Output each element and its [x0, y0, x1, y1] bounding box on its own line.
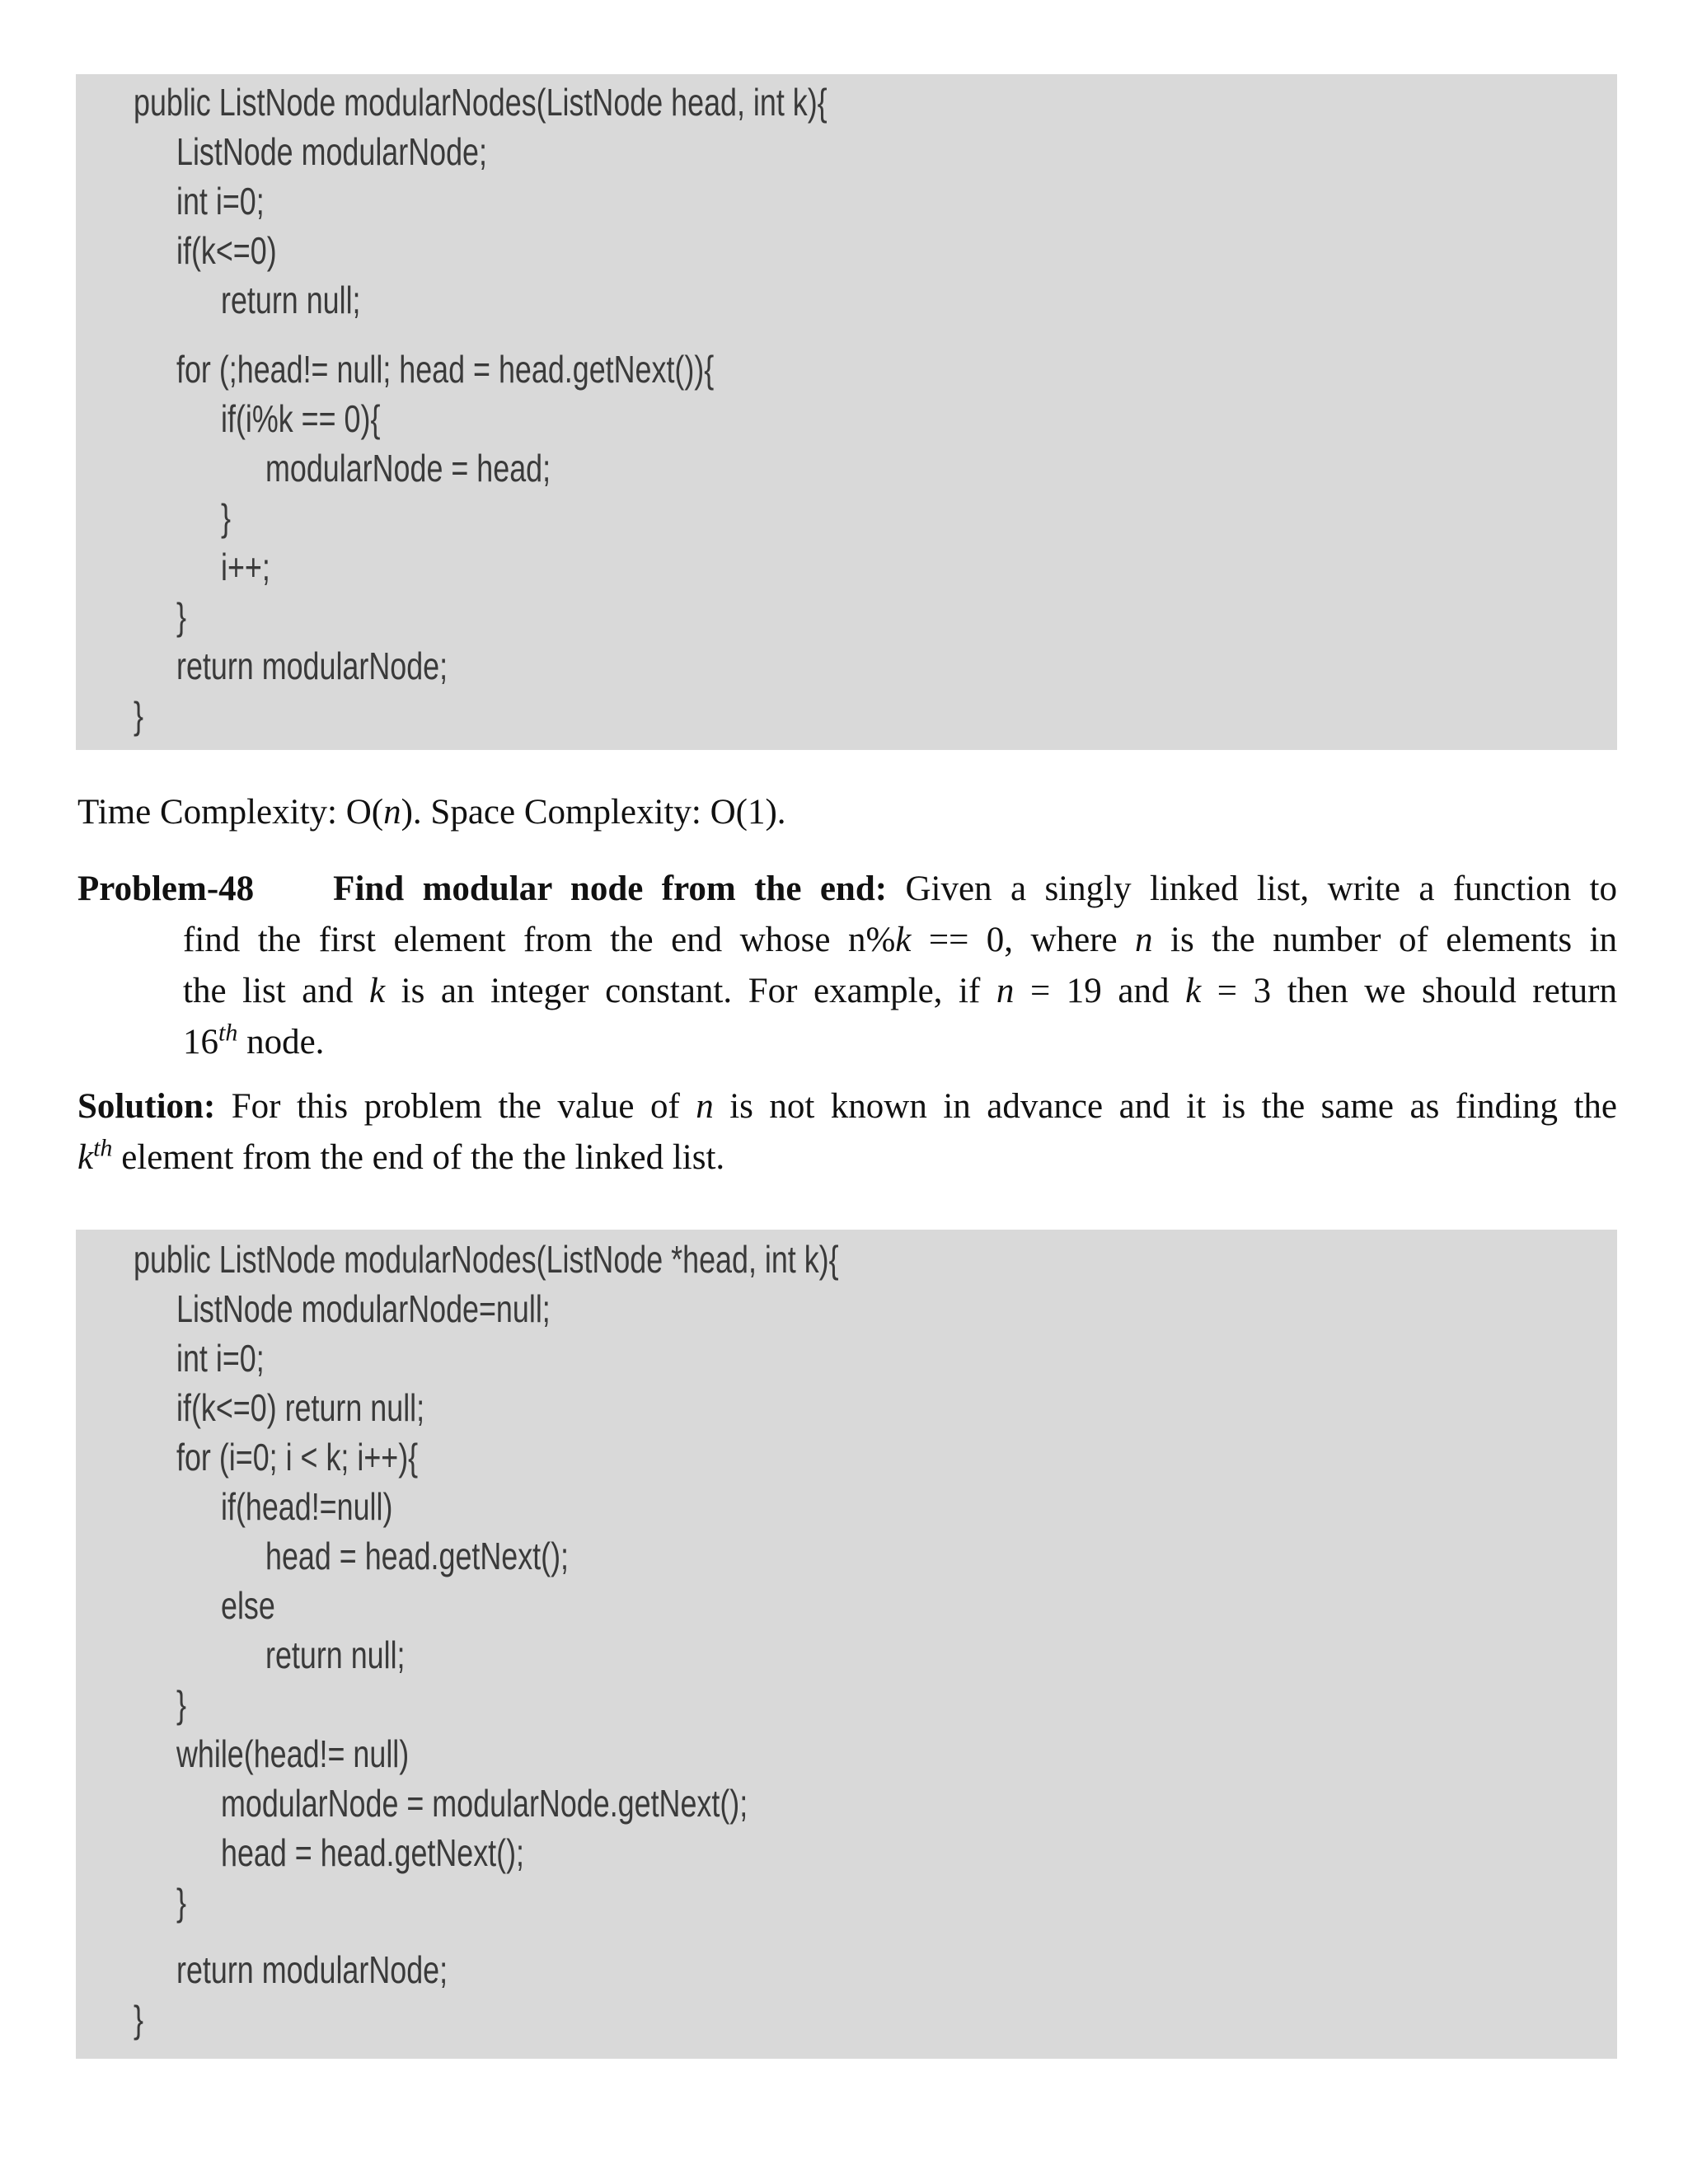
problem-line-3 — [183, 966, 1617, 1017]
code-line: } — [176, 1683, 186, 1726]
solution-line-2 — [77, 1132, 1617, 1183]
solution-label: Solution: — [77, 1087, 216, 1126]
code-line: } — [134, 1998, 143, 2041]
var-n: n — [996, 972, 1015, 1010]
code-line: i++; — [221, 546, 270, 588]
code-line: ListNode modularNode=null; — [176, 1287, 551, 1330]
code-line: ListNode modularNode; — [176, 130, 487, 173]
superscript: th — [93, 1134, 113, 1162]
superscript: th — [218, 1019, 238, 1047]
var-k: k — [895, 921, 912, 959]
code-line: int i=0; — [176, 180, 265, 223]
problem-label: Problem-48 — [77, 869, 255, 908]
code-line: head = head.getNext(); — [265, 1535, 570, 1577]
solution-text: is not known in advance and it is the same as finding the — [713, 1087, 1618, 1126]
code-line: if(head!=null) — [221, 1485, 393, 1528]
code-line: return null; — [221, 279, 361, 321]
problem-title: Find modular node from the end: — [333, 869, 888, 908]
code-block-1 — [76, 74, 1617, 750]
code-line: } — [221, 496, 231, 539]
problem-text: is the number of elements in — [1152, 921, 1617, 959]
code-line: } — [176, 595, 186, 638]
code-line: if(k<=0) — [176, 229, 277, 272]
complexity-var: n — [383, 793, 401, 832]
code-line: public ListNode modularNodes(ListNode *head, int k){ — [134, 1238, 839, 1281]
complexity-prefix: Time Complexity: O( — [77, 793, 384, 832]
problem-text: == 0, where — [911, 921, 1136, 959]
problem-text: = 19 and — [1014, 972, 1186, 1010]
code-line: for (i=0; i < k; i++){ — [176, 1436, 419, 1479]
problem-text: 16 — [183, 1023, 218, 1062]
code-line: while(head!= null) — [176, 1732, 410, 1775]
var-k: k — [77, 1138, 94, 1177]
problem-line-4 — [183, 1017, 1617, 1068]
code-line: public ListNode modularNodes(ListNode head, int k){ — [134, 81, 828, 124]
code-line: if(k<=0) return null; — [176, 1386, 425, 1429]
code-line: return modularNode; — [176, 1948, 448, 1991]
problem-text: find the first element from the end whose n% — [183, 921, 896, 959]
problem-line-1 — [77, 864, 1617, 915]
code-line: if(i%k == 0){ — [221, 397, 381, 440]
code-line: modularNode = modularNode.getNext(); — [221, 1782, 748, 1825]
solution-text: element from the end of the the linked list. — [112, 1138, 725, 1177]
code-block-2 — [76, 1230, 1617, 2059]
code-line: head = head.getNext(); — [221, 1831, 525, 1874]
code-line: return modularNode; — [176, 644, 448, 687]
problem-text: is an integer constant. For example, if — [385, 972, 996, 1010]
problem-line-2 — [183, 915, 1617, 966]
var-n: n — [696, 1087, 714, 1126]
solution-text: For this problem the value of — [215, 1087, 696, 1126]
var-k: k — [1185, 972, 1202, 1010]
solution-line-1 — [77, 1081, 1617, 1132]
problem-text: the list and — [183, 972, 369, 1010]
code-line: else — [221, 1584, 275, 1627]
problem-text: = 3 then we should return — [1201, 972, 1617, 1010]
complexity-line — [77, 787, 1617, 838]
var-n: n — [1135, 921, 1153, 959]
complexity-suffix: ). Space Complexity: O(1). — [401, 793, 786, 832]
code-line: } — [134, 694, 143, 737]
code-line: int i=0; — [176, 1337, 265, 1380]
code-line: return null; — [265, 1633, 406, 1676]
code-line: } — [176, 1881, 186, 1924]
var-k: k — [368, 972, 386, 1010]
code-line: for (;head!= null; head = head.getNext()){ — [176, 348, 715, 391]
problem-text: Given a singly linked list, write a function to — [905, 869, 1617, 908]
problem-text: node. — [237, 1023, 325, 1062]
code-line: modularNode = head; — [265, 447, 551, 490]
